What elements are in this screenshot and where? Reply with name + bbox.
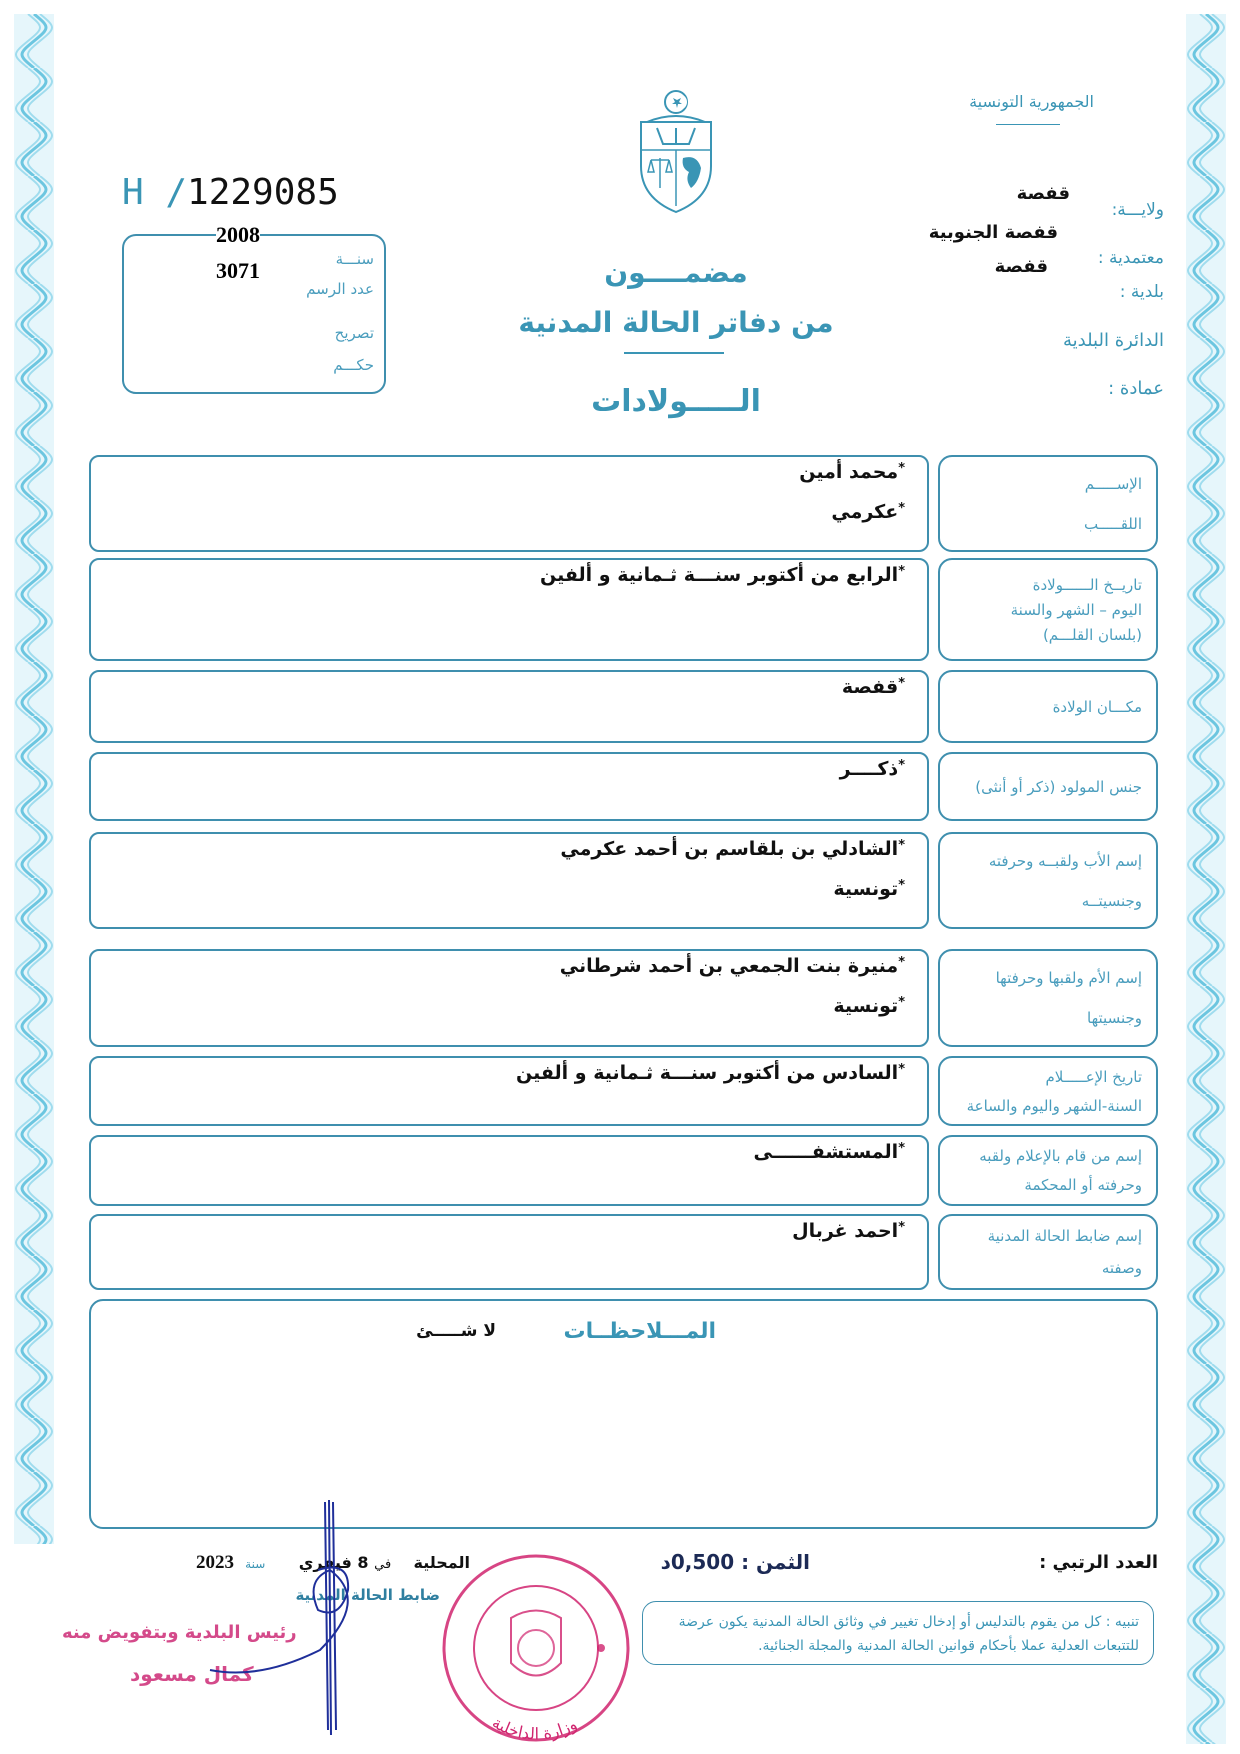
row-father-value xyxy=(560,838,905,860)
row-declarant-value-box xyxy=(89,1135,929,1206)
row-declaration-date-label-box xyxy=(938,1056,1158,1126)
row-birth-date-label: اليوم – الشهر والسنة xyxy=(1010,600,1142,619)
tunisia-coat-of-arms-icon xyxy=(633,88,719,216)
value-text: احمد غربال xyxy=(792,1220,899,1242)
record-number-value: 3071 xyxy=(216,258,260,283)
row-name-label: اللقـــــب xyxy=(1084,514,1142,533)
delegation-value: قفصة الجنوبية xyxy=(928,222,1058,243)
row-birth-place-value xyxy=(842,676,905,698)
row-declaration-date-value xyxy=(516,1062,905,1084)
remarks-label: المـــلاحظــات xyxy=(563,1319,716,1344)
date-prefix: في xyxy=(374,1557,392,1572)
row-declarant-label-box xyxy=(938,1135,1158,1206)
record-year-label: سنـــة xyxy=(335,250,374,268)
value-text: الرابع من أكتوبر سنـــة ثـمانية و ألفين xyxy=(540,564,899,586)
row-birth-place-value-box xyxy=(89,670,929,743)
serial-digits: 1229085 xyxy=(187,172,339,213)
ministry-stamp xyxy=(436,1548,636,1748)
title-extract: مضمــــون xyxy=(604,256,748,289)
row-mother-value xyxy=(560,955,905,977)
row-declarant-value xyxy=(754,1141,905,1163)
municipality-label: بلدية : xyxy=(1119,282,1164,302)
mayor-signature-stamp-line2: كمال مسعود xyxy=(130,1662,254,1686)
issue-year: 2023 xyxy=(196,1552,235,1573)
asterisk-mark: * xyxy=(898,676,905,691)
value-text: تونسية xyxy=(833,995,899,1017)
price xyxy=(661,1550,810,1574)
value-text: المستشفــــــى xyxy=(753,1141,899,1163)
value-text: قفصة xyxy=(841,676,899,698)
row-officer-label: وصفته xyxy=(1101,1259,1142,1277)
row-father-value xyxy=(833,878,905,900)
row-father-label-box xyxy=(938,832,1158,929)
value-text: تونسية xyxy=(833,878,899,900)
record-number-label: عدد الرسم xyxy=(306,280,374,298)
row-birth-date-label: (بلسان القلـــم) xyxy=(1042,625,1142,644)
record-box xyxy=(122,222,386,394)
asterisk-mark: * xyxy=(898,758,905,773)
row-birth-date-value-box xyxy=(89,558,929,661)
row-father-value-box xyxy=(89,832,929,929)
row-mother-label: وجنسيتها xyxy=(1087,1009,1142,1027)
value-text: منيرة بنت الجمعي بن أحمد شرطاني xyxy=(559,955,899,977)
row-mother-value xyxy=(833,995,905,1017)
asterisk-mark: * xyxy=(898,501,905,516)
mayor-signature-stamp-line1: رئيس البلدية وبتفويض منه xyxy=(62,1622,297,1643)
row-birth-place-label: مكـــان الولادة xyxy=(1052,697,1142,716)
price-value: 0,500د xyxy=(660,1550,735,1574)
remarks-box xyxy=(89,1299,1158,1529)
asterisk-mark: * xyxy=(898,878,905,893)
handwritten-signature xyxy=(200,1500,440,1740)
sector-label: عمادة : xyxy=(1108,378,1164,399)
governorate-value: قفصة xyxy=(1016,183,1070,204)
row-declarant-label: وحرفته أو المحكمة xyxy=(1024,1176,1142,1195)
row-name-value xyxy=(799,461,905,483)
row-officer-label: إسم ضابط الحالة المدنية xyxy=(987,1227,1142,1245)
issue-place: المحلية xyxy=(413,1553,470,1572)
row-mother-label: إسم الأم ولقبها وحرفتها xyxy=(995,969,1142,987)
value-text: عكرمي xyxy=(831,501,899,523)
value-text: الشادلي بن بلقاسم بن أحمد عكرمي xyxy=(560,838,899,860)
price-label: الثمن : xyxy=(741,1550,810,1574)
governorate-label: ولايـــة: xyxy=(1111,200,1164,220)
record-judgment-label: حكـــم xyxy=(333,356,374,374)
row-sex-value xyxy=(840,758,905,780)
row-name-value-box xyxy=(89,455,929,552)
row-officer-value-box xyxy=(89,1214,929,1290)
row-sex-label-box xyxy=(938,752,1158,821)
row-name-label: الإســـــم xyxy=(1084,474,1142,493)
remarks-value: لا شـــــئ xyxy=(416,1321,496,1341)
asterisk-mark: * xyxy=(898,995,905,1010)
year-label: سنة xyxy=(245,1557,266,1571)
issue-month: فيفري xyxy=(298,1553,352,1572)
title-underline xyxy=(624,352,724,354)
row-birth-date-value xyxy=(540,564,905,586)
row-officer-value xyxy=(792,1220,905,1242)
asterisk-mark: * xyxy=(898,1220,905,1235)
svg-text:وزارة الداخلية xyxy=(489,1713,581,1744)
municipality-value: قفصة xyxy=(994,256,1048,277)
asterisk-mark: * xyxy=(898,955,905,970)
legal-notice-box xyxy=(642,1601,1154,1665)
issue-day: 8 xyxy=(357,1553,369,1572)
serial-number xyxy=(122,172,339,213)
republic-heading: الجمهورية التونسية xyxy=(969,92,1094,111)
row-mother-label-box xyxy=(938,949,1158,1047)
row-declaration-date-label: تاريخ الإعـــــلام xyxy=(1045,1067,1142,1086)
asterisk-mark: * xyxy=(898,564,905,579)
title-births: الـــــولادات xyxy=(591,384,761,419)
asterisk-mark: * xyxy=(898,1062,905,1077)
asterisk-mark: * xyxy=(898,1141,905,1156)
asterisk-mark: * xyxy=(898,838,905,853)
value-text: ذكــــر xyxy=(839,758,899,780)
row-sex-label: جنس المولود (ذكر أو أنثى) xyxy=(975,777,1142,796)
row-birth-date-label-box xyxy=(938,558,1158,661)
value-text: السادس من أكتوبر سنـــة ثـمانية و ألفين xyxy=(516,1062,899,1084)
row-declarant-label: إسم من قام بالإعلام ولقبه xyxy=(979,1146,1142,1165)
record-declaration-label: تصريح xyxy=(334,324,374,342)
row-officer-label-box xyxy=(938,1214,1158,1290)
row-name-value xyxy=(831,501,905,523)
row-father-label: إسم الأب ولقبــه وحرفته xyxy=(988,851,1142,870)
district-label: الدائرة البلدية xyxy=(1062,330,1164,351)
row-birth-place-label-box xyxy=(938,670,1158,743)
stamp-text: وزارة الداخلية xyxy=(488,1712,581,1744)
delegation-label: معتمدية : xyxy=(1097,248,1164,268)
record-year-value: 2008 xyxy=(216,222,260,247)
row-declaration-date-value-box xyxy=(89,1056,929,1126)
row-sex-value-box xyxy=(89,752,929,821)
officer-title: ضابط الحالة المدنية xyxy=(295,1586,440,1604)
serial-prefix: H / xyxy=(122,172,188,213)
republic-divider xyxy=(996,124,1060,125)
left-guilloche-border xyxy=(14,14,54,1544)
row-birth-date-label: تاريــخ الــــــولادة xyxy=(1032,575,1142,594)
order-number-label: العدد الرتبي : xyxy=(1039,1552,1158,1573)
row-mother-value-box xyxy=(89,949,929,1047)
row-name-label-box xyxy=(938,455,1158,552)
right-guilloche-border xyxy=(1186,14,1226,1744)
row-declaration-date-label: السنة-الشهر واليوم والساعة xyxy=(966,1096,1142,1115)
asterisk-mark: * xyxy=(898,461,905,476)
legal-notice-text: تنبيه : كل من يقوم بالتدليس أو إدخال تغيير في وثائق الحالة المدنية يكون عرضة للتتبعات العدلية عملا بأحكام قوانين الحالة المدنية والمجلة الجنائية. xyxy=(678,1614,1139,1654)
row-father-label: وجنسيتــه xyxy=(1081,891,1142,910)
value-text: محمد أمين xyxy=(799,461,899,483)
title-civil-registers: من دفاتر الحالة المدنية xyxy=(518,306,834,339)
